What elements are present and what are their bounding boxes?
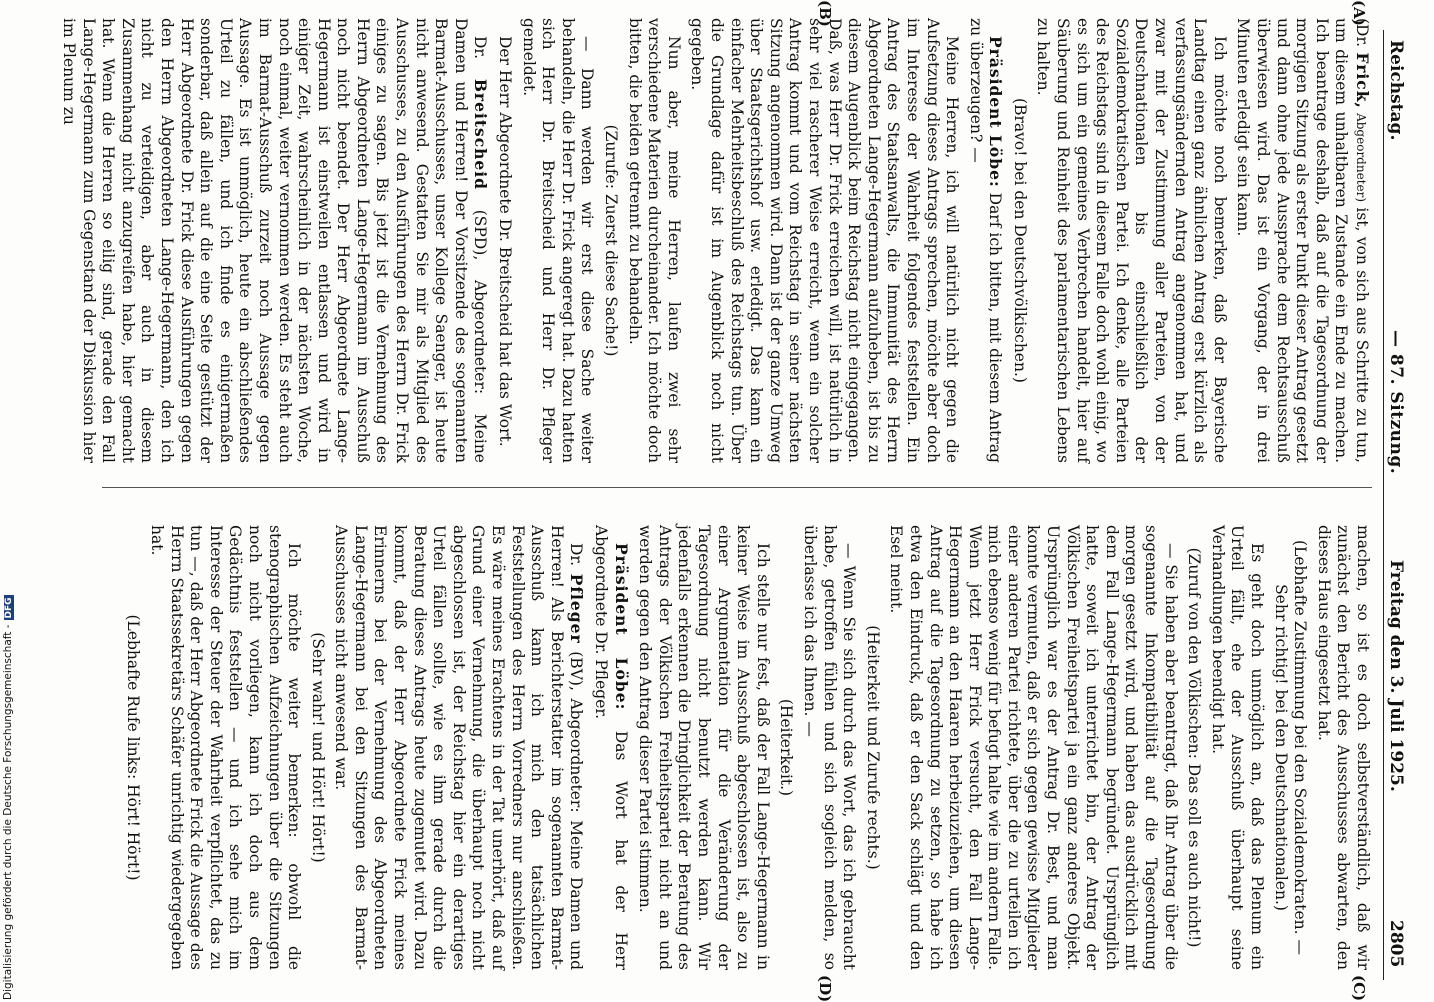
paragraph: Ich möchte weiter bemerken: obwohl die stenographischen Aufzeichnungen über die Sitzungen noch nicht vorliegen, kann ich doch aus dem Gedächtnis feststellen — und ich sehe mich im Interesse der Steuer der Wahrheit verpflichtet, das zu tun —, daß der Herr Abgeordnete Frick die Aussage des Herrn Staatssekretärs Schäfer unrichtig wiedergegeben hat.: [147, 525, 304, 970]
speaker-name: Präsident Löbe:: [611, 543, 631, 711]
paragraph: [590, 525, 630, 970]
interjection: (Lebhafte Zustimmung bei den Sozialdemokraten. — Sehr richtig! bei den Deutschnationalen.): [1271, 540, 1310, 955]
paragraph: [965, 18, 1005, 463]
speaker-prefix: Dr.: [567, 543, 586, 574]
paragraph: Nun aber, meine Herren, laufen zwei sehr verschiedene Materien durcheinander. Ich möchte doch bitten, die beiden getrennt zu behandeln.: [625, 18, 683, 463]
interjection: (Zuruf von den Völkischen: Das soll es auch nicht!): [1185, 547, 1204, 948]
interjection: (Sehr wahr! und Hört! Hört!): [308, 632, 327, 863]
speaker-name: Präsident Löbe:: [986, 36, 1006, 188]
dfg-logo: DFG: [4, 597, 14, 619]
paragraph: — Wenn Sie sich durch das Wort, das ich gebraucht habe, getroffen fühlen und sich sogleich melden, so überlasse ich das Ihnen. —: [800, 525, 859, 970]
interjection: (Bravo! bei den Deutschvölkischen.): [1010, 98, 1029, 383]
speaker-role: Abgeordneter): [1354, 108, 1368, 203]
paragraph: Ich stelle nur fest, daß der Fall Lange-Hegermann in keiner Weise im Ausschuß abgeschlossen ist, also zu einer Argumentation für die Veränderung der Tagesordnung nicht benutzt werden kann. Wir jedenfalls erkennen die Dringlichkeit der Beratung des Antrags der Völkischen Freiheitspartei nicht an und werden gegen den Antrag dieser Partei stimmen.: [636, 525, 772, 970]
speaker-prefix: (Dr.: [1353, 18, 1371, 53]
paragraph: Ich möchte noch bemerken, daß der Bayerische Landtag einen ganz ähnlichen Antrag erst kürzlich als verfassungsändernden Antrag angenommen hat, und zwar mit der Zustimmung aller Parteien, von der Deutschnationalen bis einschließlich der Sozialdemokratischen Partei. Ich denke, alle Parteien des Reichstags sind in diesem Falle doch wohl einig, wo es sich um ein gemeines Verbrechen handelt, hier auf Säuberung und Reinheit des parlamentarischen Lebens zu halten.: [1034, 18, 1229, 463]
speaker-role: (BV), Abgeordneter:: [567, 643, 586, 821]
paragraph: — Dann werden wir erst diese Sache weiter behandeln, die Herr Dr. Frick angeregt hat. Dazu hatten sich Herr Dr. Breitscheid und Herr Dr. Pfleger gemeldet.: [519, 18, 597, 463]
paragraph: [331, 525, 587, 970]
paragraph: machen, so ist es doch selbstverständlich, daß wir zunächst den Bericht des Ausschusses abwarten, den dieses Haus eingesetzt hat.: [1314, 525, 1372, 970]
paragraph-text: Das Wort hat der Herr Abgeordnete Dr. Pfleger.: [592, 525, 630, 970]
credit-text: Digitalisierung gefördert durch die Deutsche Forschungsgemeinschaft -: [2, 624, 14, 1000]
paragraph-text: Darf ich bitten, mit diesem Antrag zu überzeugen? —: [966, 18, 1005, 463]
margin-marker-a: (A): [1350, 0, 1368, 26]
digitization-credit: [2, 595, 14, 1000]
left-column: [60, 18, 1372, 463]
column-divider: [102, 487, 1372, 488]
margin-marker-d: (D): [816, 975, 834, 1002]
right-column: [82, 525, 1372, 970]
header-rule: [1383, 30, 1384, 980]
paragraph: Es geht doch unmöglich an, daß das Plenum ein Urteil fällt, ehe der Ausschuß überhaupt seine Verhandlungen beendigt hat.: [1208, 525, 1267, 970]
paragraph: — Sie haben aber beantragt, daß Ihr Antrag über die sogenannte Inkompatibilität auf die Tagesordnung morgen gesetzt wird, und haben das ausdrücklich mit dem Fall Lange-Hegermann begründet. Ursprünglich hatte, soweit ich unterrichtet bin, der Antrag der Völkischen Freiheitspartei ja ein ganz anderes Objekt. Ursprünglich war es der Antrag Dr. Best, und man konnte vermuten, daß er sich gegen gewisse Mitglieder einer anderen Partei richtete, über die zu urteilen ich mich ebenso wenig für befugt halte wie im andern Falle. Wenn jetzt Herr Frick versucht, den Fall Lange-Hegermann an den Haaren herbeizuziehen, um diesen Antrag auf die Tagesordnung zu setzen, so habe ich etwa den Eindruck, daß er den Sack schlägt und den Esel meint.: [887, 525, 1180, 970]
interjection: (Heiterkeit.): [777, 698, 796, 797]
speaker-prefix: Dr.: [471, 36, 490, 79]
speaker-name: Pfleger: [567, 573, 587, 644]
margin-marker-b: (B): [816, 0, 834, 27]
interjection: (Heiterkeit und Zurufe rechts.): [863, 625, 882, 870]
speaker-role: (SPD), Abgeordneter:: [471, 190, 490, 414]
paragraph: [1233, 18, 1372, 463]
paragraph: Meine Herren, ich will natürlich nicht gegen die Aufsetzung dieses Antrags sprechen, möchte aber doch im Interesse der Wahrheit folgendes feststellen. Ein Antrag des Staatsanwalts, die Immunität des Herrn Abgeordneten Lange-Hegermann aufzuheben, ist bis zu diesem Augenblick beim Reichstag nicht eingegangen. Daß, was Herr Dr. Frick erreichen will, ist natürlich in sehr viel rascherer Weise erreicht, wenn ein solcher Antrag kommt und vom Reichstag in seiner nächsten Sitzung angenommen wird. Dann ist der ganze Umweg über Staatsgerichtshof usw. erledigt. Das kann ein einfacher Mehrheitsbeschluß des Reichstags tun. Über die Grundlage dafür ist im Augenblick noch nicht gegeben.: [688, 18, 962, 463]
header-session: — 87. Sitzung.: [1386, 330, 1406, 475]
paragraph: [58, 18, 490, 463]
paragraph: Der Herr Abgeordnete Dr. Breitscheid hat das Wort.: [496, 36, 515, 447]
header-title: Reichstag.: [1386, 40, 1406, 141]
paragraph-text: Meine Damen und Herren! Der Vorsitzende des sogenannten Barmat-Ausschusses, unser Kollege Saenger, ist heute nicht anwesend. Gestatten Sie mir als Mitglied des Ausschusses, zu den Ausführungen des Herrn Dr. Frick einiges zu sagen. Bis jetzt ist die Vernehmung des Herrn Abgeordneten Lange-Hegermann im Ausschuß noch nicht beendet. Der Herr Abgeordnete Lange-Hegermann ist einstweilen entlassen und wird in einiger Zeit, wahrscheinlich in der nächsten Woche, noch einmal, weiter vernommen werden. Es steht auch im Barmat-Ausschuß zurzeit noch Aussage gegen Aussage. Es ist unmöglich, heute ein abschließendes Urteil zu fällen, und ich finde es einigermaßen sonderbar, daß allein auf die eine Seite gestützt der Herr Abgeordnete Dr. Frick diese Ausführungen gegen den Herrn Abgeordneten Lange-Hegermann, den ich nicht zu verteidigen, aber auch in diesem Zusammenhang nicht anzugreifen habe, hier gemacht hat. Wenn die Herren so eilig sind, gerade den Fall Lange-Hegermann zum Gegenstand der Diskussion hier im Plenum zu: [60, 18, 490, 463]
speaker-name: Breitscheid: [471, 78, 491, 191]
running-header: [1380, 0, 1414, 1000]
header-date: Freitag den 3. Juli 1925.: [1386, 560, 1406, 792]
interjection: (Lebhafte Rufe links: Hört! Hört!): [124, 614, 143, 881]
page-number: 2805: [1386, 920, 1406, 968]
margin-marker-c: (C): [1350, 975, 1368, 1002]
interjection: (Zurufe: Zuerst diese Sache!): [602, 124, 621, 357]
speaker-name: Frick,: [1353, 52, 1372, 109]
paragraph-text: Meine Damen und Herren! Als Berichterstatter im sogenannten Barmat-Ausschuß kann ich mich den tatsächlichen Feststellungen des Herrn Vorredners nur anschließen. Es wäre meines Erachtens in der Tat unerhört, daß auf Grund einer Vernehmung, die überhaupt noch nicht abgeschlossen ist, der Reichstag hier ein derartiges Urteil fällen sollte, wie es ihm gerade durch die Beratung dieses Antrags heute zugemutet wird. Dazu kommt, daß der Herr Abgeordnete Frick meines Erinnerns bei der Vernehmung des Abgeordneten Lange-Hegermann bei den Sitzungen des Barmat-Ausschusses nicht anwesend war.: [332, 525, 586, 970]
paragraph-text: ist, von sich aus Schritte zu tun, um diesem unhaltbaren Zustande ein Ende zu machen. Ich beantrage deshalb, daß auf die Tagesordnung der morgigen Sitzung als erster Punkt dieser Antrag gesetzt und dann ohne jede Aussprache dem Rechtsausschuß überwiesen wird. Das ist ein Vorgang, der in drei Minuten erledigt sein kann.: [1234, 18, 1371, 463]
